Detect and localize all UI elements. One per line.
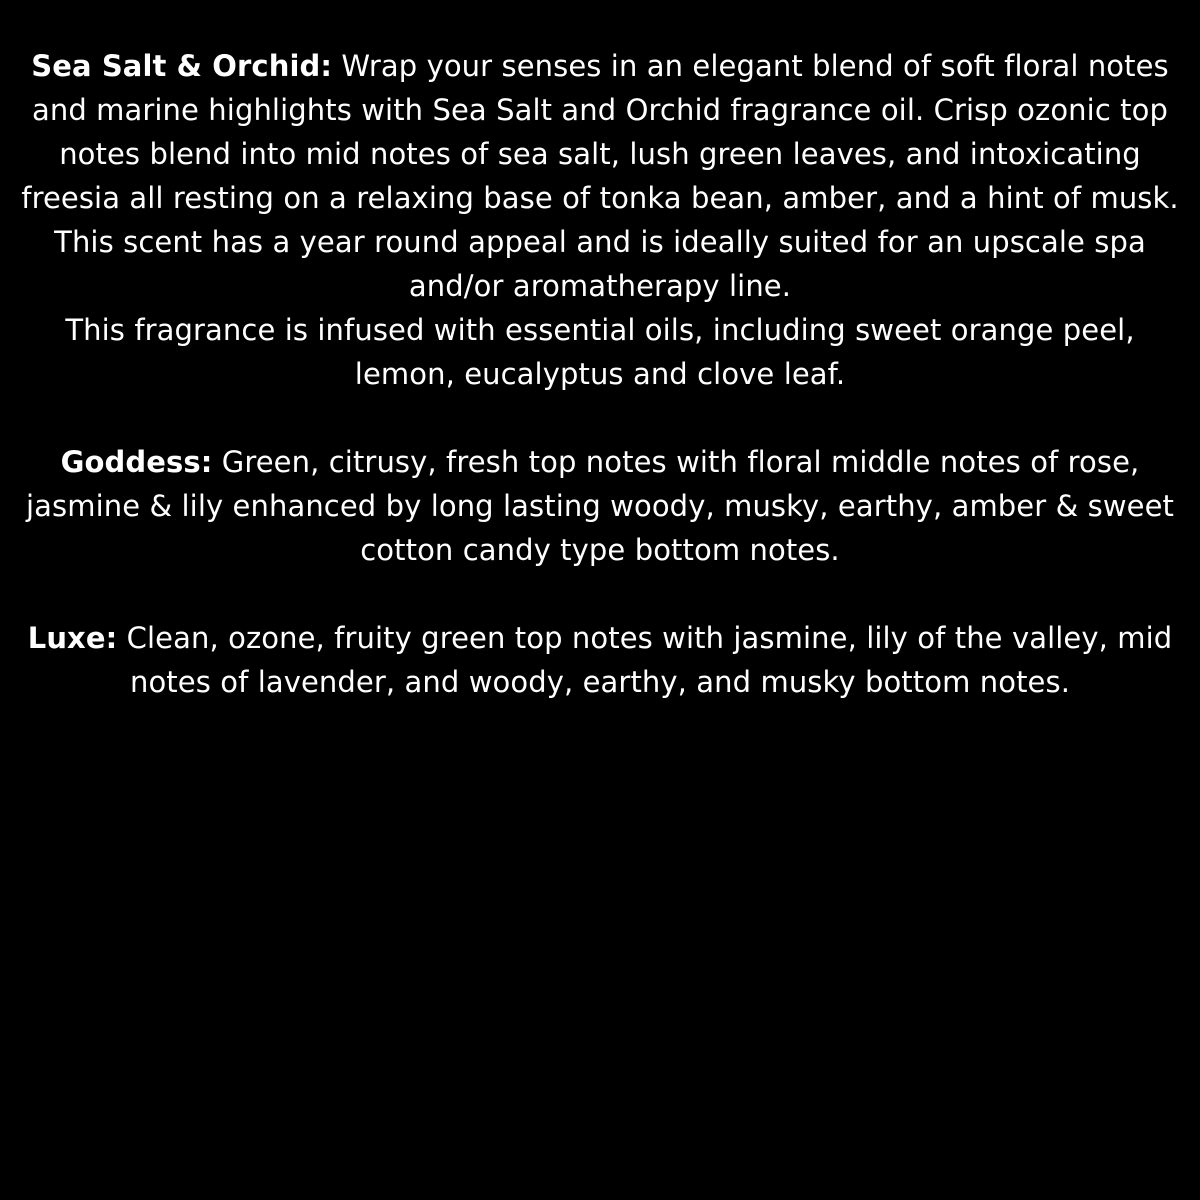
fragrance-paragraph-luxe <box>20 616 1180 704</box>
fragrance-paragraph-sea-salt-orchid <box>20 44 1180 308</box>
fragrance-name-goddess: Goddess: <box>60 445 213 479</box>
fragrance-name-luxe: Luxe: <box>27 621 118 655</box>
fragrance-paragraph-goddess <box>20 440 1180 572</box>
fragrance-body-sea-salt-orchid: Wrap your senses in an elegant blend of soft floral notes and marine highlights with Sea Salt and Orchid fragrance oil. Crisp ozonic top notes blend into mid notes of sea salt, lush green leaves, and intoxicating freesia all resting on a relaxing base of tonka bean, amber, and a hint of musk. This scent has a year round appeal and is ideally suited for an upscale spa and/or aromatherapy line. <box>21 49 1179 303</box>
paragraph-spacer-1 <box>20 396 1180 440</box>
paragraph-spacer-2 <box>20 572 1180 616</box>
fragrance-name-sea-salt-orchid: Sea Salt & Orchid: <box>31 49 333 83</box>
description-block <box>20 44 1180 704</box>
fragrance-body-goddess: Green, citrusy, fresh top notes with floral middle notes of rose, jasmine & lily enhanced by long lasting woody, musky, earthy, amber & sweet cotton candy type bottom notes. <box>25 445 1174 567</box>
fragrance-essential-oils-note: This fragrance is infused with essential oils, including sweet orange peel, lemon, eucalyptus and clove leaf. <box>65 313 1135 391</box>
fragrance-body-luxe: Clean, ozone, fruity green top notes with jasmine, lily of the valley, mid notes of lavender, and woody, earthy, and musky bottom notes. <box>117 621 1173 699</box>
